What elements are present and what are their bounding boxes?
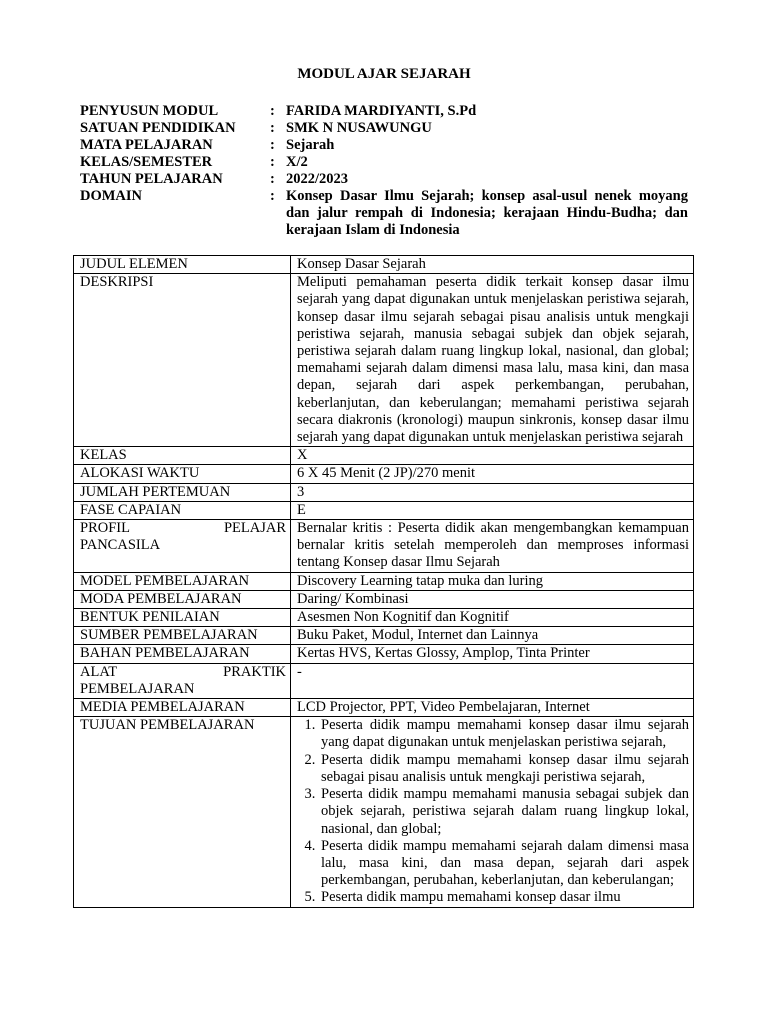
- table-row-moda: [74, 590, 694, 608]
- table-row-profil: [74, 520, 694, 573]
- info-label: DOMAIN: [80, 188, 143, 204]
- row-label: JUMLAH PERTEMUAN: [74, 483, 291, 501]
- list-item: 3. Peserta didik mampu memahami manusia sebagai subjek dan objek sejarah, peristiwa sejarah dalam ruang lingkup lokal, nasional, dan global;: [319, 786, 689, 838]
- row-label: BAHAN PEMBELAJARAN: [74, 645, 291, 663]
- info-colon: :: [270, 120, 275, 136]
- row-value: X: [291, 447, 694, 465]
- row-label-part: PRAKTIK: [223, 663, 286, 680]
- document-title: MODUL AJAR SEJARAH: [297, 66, 471, 82]
- info-label: PENYUSUN MODUL: [80, 103, 219, 119]
- row-label-part: ALAT: [80, 663, 118, 680]
- info-colon: :: [270, 103, 275, 119]
- row-label: MEDIA PEMBELAJARAN: [74, 699, 291, 717]
- row-label: DESKRIPSI: [74, 274, 291, 447]
- row-value: -: [291, 663, 694, 698]
- info-value: SMK N NUSAWUNGU: [286, 120, 432, 136]
- goals-list: [297, 717, 689, 906]
- module-info-header: [80, 103, 688, 239]
- list-item: 5. Peserta didik mampu memahami konsep dasar ilmu: [319, 889, 689, 906]
- table-row-judul: [74, 256, 694, 274]
- list-item: 4. Peserta didik mampu memahami sejarah dalam dimensi masa lalu, masa kini, dan masa depan, sejarah dari aspek perkembangan, perubahan, keberlanjutan, dan keberulangan;: [319, 838, 689, 890]
- info-label: TAHUN PELAJARAN: [80, 171, 223, 187]
- info-row-tahun: [80, 171, 688, 188]
- row-label-part: PELAJAR: [223, 520, 286, 537]
- info-value: X/2: [286, 154, 308, 170]
- row-label: [74, 663, 291, 698]
- info-row-domain: [80, 188, 688, 239]
- row-value: Buku Paket, Modul, Internet dan Lainnya: [291, 627, 694, 645]
- table-row-media: [74, 699, 694, 717]
- row-label: FASE CAPAIAN: [74, 501, 291, 519]
- info-row-satuan: [80, 120, 688, 137]
- row-label-line: [80, 664, 286, 681]
- row-label: [74, 520, 291, 573]
- row-value: Asesmen Non Kognitif dan Kognitif: [291, 609, 694, 627]
- row-value: Daring/ Kombinasi: [291, 590, 694, 608]
- info-value: FARIDA MARDIYANTI, S.Pd: [286, 103, 477, 119]
- row-label: TUJUAN PEMBELAJARAN: [74, 717, 291, 907]
- table-row-kelas: [74, 447, 694, 465]
- row-value: Kertas HVS, Kertas Glossy, Amplop, Tinta Printer: [291, 645, 694, 663]
- row-value: [291, 717, 694, 907]
- row-label-part: PANCASILA: [80, 537, 161, 554]
- table-row-alokasi: [74, 465, 694, 483]
- row-label-part: PROFIL: [80, 520, 130, 537]
- module-detail-table: [73, 255, 694, 908]
- row-label: JUDUL ELEMEN: [74, 256, 291, 274]
- row-label: ALOKASI WAKTU: [74, 465, 291, 483]
- row-label-line: [80, 520, 286, 537]
- table-row-tujuan: [74, 717, 694, 907]
- row-value: Bernalar kritis : Peserta didik akan mengembangkan kemampuan bernalar kritis setelah memperoleh dan memproses informasi tentang Konsep dasar Ilmu Sejarah: [291, 520, 694, 573]
- info-value: 2022/2023: [286, 171, 349, 187]
- list-item: 1. Peserta didik mampu memahami konsep dasar ilmu sejarah yang dapat digunakan untuk menjelaskan peristiwa sejarah,: [319, 717, 689, 751]
- info-value: Konsep Dasar Ilmu Sejarah; konsep asal-usul nenek moyang dan jalur rempah di Indonesia; kerajaan Hindu-Budha; dan kerajaan Islam di Indonesia: [286, 188, 688, 238]
- row-value: Discovery Learning tatap muka dan luring: [291, 572, 694, 590]
- row-value: 3: [291, 483, 694, 501]
- row-value: E: [291, 501, 694, 519]
- row-value: LCD Projector, PPT, Video Pembelajaran, Internet: [291, 699, 694, 717]
- table-row-deskripsi: [74, 274, 694, 447]
- row-label: MODA PEMBELAJARAN: [74, 590, 291, 608]
- table-row-jumlah: [74, 483, 694, 501]
- table-row-alat: [74, 663, 694, 698]
- table-row-sumber: [74, 627, 694, 645]
- row-value: Meliputi pemahaman peserta didik terkait konsep dasar ilmu sejarah yang dapat digunakan untuk menjelaskan peristiwa sejarah, konsep dasar ilmu sejarah sebagai pisau analisis untuk mengkaji peristiwa sejarah, manusia sebagai subjek dan objek sejarah, peristiwa sejarah dalam ruang lingkup lokal, nasional, dan global; memahami sejarah dalam dimensi masa lalu, masa kini, dan masa depan, sejarah dari aspek perkembangan, perubahan, keberlanjutan, dan keberulangan; memahami peristiwa sejarah secara diakronis (kronologi) maupun sinkronis, konsep dasar ilmu sejarah yang dapat digunakan untuk menjelaskan peristiwa sejarah: [291, 274, 694, 447]
- info-colon: :: [270, 188, 275, 204]
- info-label: KELAS/SEMESTER: [80, 154, 213, 170]
- row-label: BENTUK PENILAIAN: [74, 609, 291, 627]
- info-label: MATA PELAJARAN: [80, 137, 213, 153]
- list-item: 2. Peserta didik mampu memahami konsep dasar ilmu sejarah sebagai pisau analisis untuk mengkaji peristiwa sejarah,: [319, 752, 689, 786]
- row-label: SUMBER PEMBELAJARAN: [74, 627, 291, 645]
- info-row-kelas: [80, 154, 688, 171]
- row-label: MODEL PEMBELAJARAN: [74, 572, 291, 590]
- row-label-part: PEMBELAJARAN: [80, 680, 195, 697]
- row-label: KELAS: [74, 447, 291, 465]
- row-value: 6 X 45 Menit (2 JP)/270 menit: [291, 465, 694, 483]
- table-row-model: [74, 572, 694, 590]
- table-row-bentuk: [74, 609, 694, 627]
- info-colon: :: [270, 137, 275, 153]
- table-row-bahan: [74, 645, 694, 663]
- info-label: SATUAN PENDIDIKAN: [80, 120, 236, 136]
- table-row-fase: [74, 501, 694, 519]
- info-row-mapel: [80, 137, 688, 154]
- info-colon: :: [270, 171, 275, 187]
- info-colon: :: [270, 154, 275, 170]
- info-row-penyusun: [80, 103, 688, 120]
- row-value: Konsep Dasar Sejarah: [291, 256, 694, 274]
- info-value: Sejarah: [286, 137, 335, 153]
